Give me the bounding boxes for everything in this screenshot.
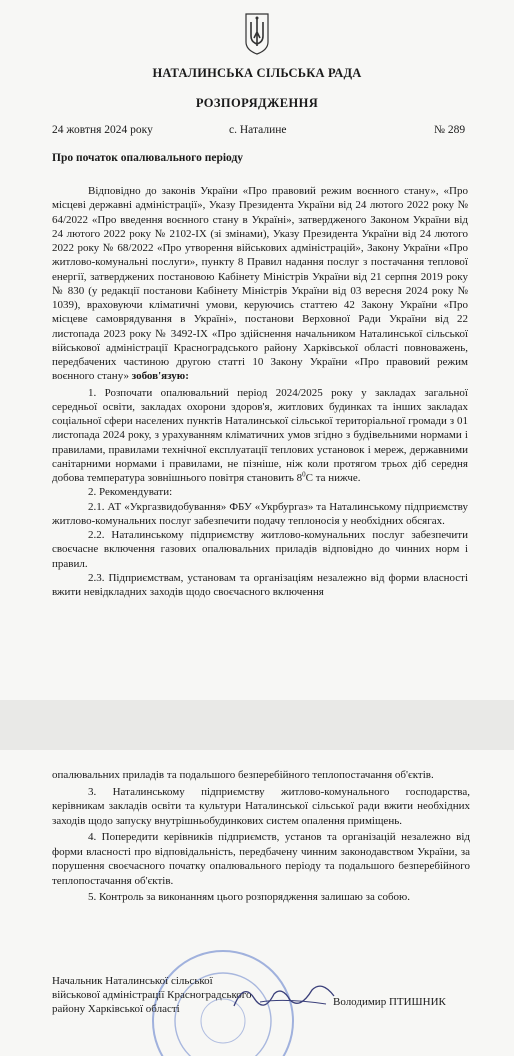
document-type: РОЗПОРЯДЖЕННЯ	[195, 96, 319, 110]
item-4: 4. Попередити керівників підприємств, установ та організацій незалежно від форми власності про відповідальність, передбачену чинним законодавством України, за порушення своєчасного початку опалювального періоду та подальшого безперебійного теплопостачання об'єктів.	[52, 831, 470, 887]
item-3: 3. Наталинському підприємству житлово-комунального господарства, керівникам закладів освіти та культури Наталинської сільської ради вжити необхідних заходів щодо запуску внутрішньобудинкових систем опалення приміщень.	[52, 785, 470, 827]
position-line-3: району Харківської області	[52, 1003, 180, 1015]
obligate-word: зобов'язую:	[131, 370, 189, 383]
document-body-part-1	[52, 184, 468, 599]
item-1-end: С та нижче.	[305, 472, 361, 484]
coat-of-arms-trident-icon	[243, 12, 271, 56]
degree-sup: 0	[302, 470, 306, 479]
document-number: № 289	[434, 124, 466, 136]
document-date: 24 жовтня 2024 року	[52, 124, 153, 136]
document-body-part-2	[52, 768, 470, 905]
signatory-name: Володимир ПТИШНИК	[333, 996, 446, 1008]
document-page-2	[0, 750, 514, 1056]
item-2-3-continued: опалювальних приладів та подальшого безперебійного теплопостачання об'єктів.	[52, 769, 434, 781]
preamble-paragraph	[52, 184, 468, 384]
handwritten-signature	[230, 976, 340, 1016]
council-name: НАТАЛИНСЬКА СІЛЬСЬКА РАДА	[152, 66, 362, 80]
item-1-text: 1. Розпочати опалювальний період 2024/2025 року у закладах загальної середньої освіти, закладах охорони здоров'я, житлових будинках та інших закладах соціальної сфери населених пунктів Наталинської сільської територіальної громади з 01 листопада 2024 року, з урахуванням кліматичних умов згідно з будівельними нормами і правилами, правилами технічної експлуатації теплових установок і мереж, державними санітарними нормами і правилами, не пізніше, ніж коли протягом трьох діб середня добова температура зовнішнього повітря становить 8	[52, 386, 468, 484]
item-1	[52, 386, 468, 486]
document-place: с. Наталине	[229, 124, 287, 136]
item-2-1: 2.1. АТ «Укргазвидобування» ФБУ «Укрбургаз» та Наталинському підприємству житлово-комунальних послуг забезпечити подачу теплоносія у необхідних обсягах.	[52, 500, 468, 527]
position-line-1: Начальник Наталинської сільської	[52, 975, 213, 987]
item-2-3: 2.3. Підприємствам, установам та організаціям незалежно від форми власності вжити невідкладних заходів щодо своєчасного включення	[52, 571, 468, 598]
preamble-text: Відповідно до законів України «Про правовий режим воєнного стану», «Про місцеві державні адміністрації», Указу Президента України від 24 лютого 2022 року № 64/2022 «Про введення воєнного стану в Україні», затвердженого Законом України від 24 лютого 2022 року № 2102-IX (зі змінами), Указу Президента України від 24 лютого 2022 року № 68/2022 «Про утворення військових адміністрацій», Закону України «Про житлово-комунальні послуги», пункту 8 Правил надання послуг з постачання теплової енергії, затверджених постановою Кабінету Міністрів України від 21 серпня 2019 року № 830 (у редакції постанови Кабінету Міністрів України від 03 вересня 2024 року № 1039), враховуючи кліматичні умови, керуючись статтею 42 Закону України «Про місцеве самоврядування в Україні», постанови Верховної Ради України від 22 листопада 2023 року № 3492-IX «Про здійснення начальником Наталинської сільської військової адміністрації Красноградського району Харківської області повноважень, передбачених частиною другою статті 10 Закону України «Про правовий режим воєнного стану»	[52, 185, 468, 383]
document-subject: Про початок опалювального періоду	[52, 152, 244, 164]
item-5: 5. Контроль за виконанням цього розпорядження залишаю за собою.	[88, 891, 411, 903]
item-2-2: 2.2. Наталинському підприємству житлово-комунальних послуг забезпечити своєчасне включення газових опалювальних приладів відповідно до чинних норм і правил.	[52, 529, 468, 570]
item-2: 2. Рекомендувати:	[88, 486, 173, 499]
position-line-2: військової адміністрації Красноградського	[52, 989, 252, 1001]
